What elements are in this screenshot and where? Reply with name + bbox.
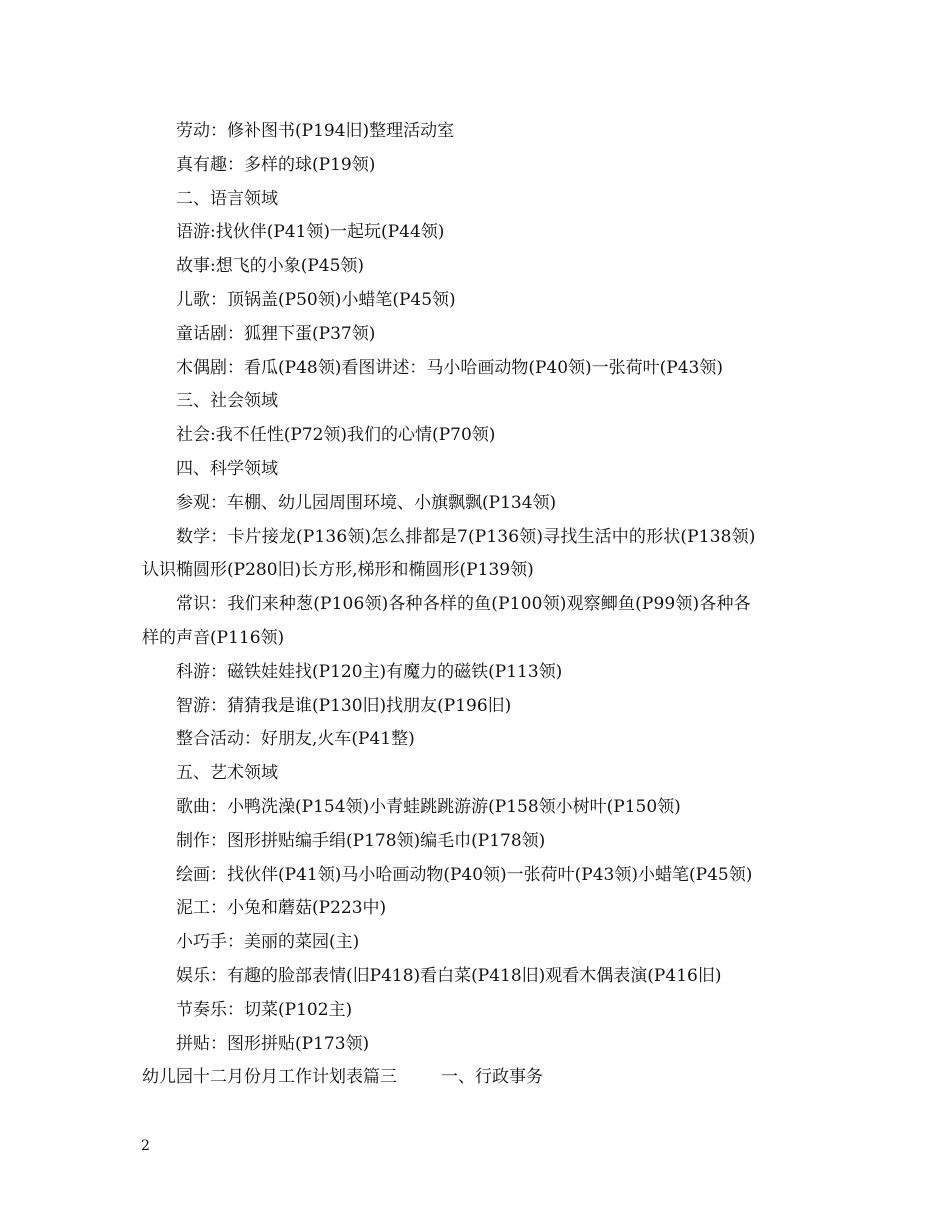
text-line: 泥工：小兔和蘑菇(P223中) (176, 898, 387, 919)
text-line: 娱乐：有趣的脸部表情(旧P418)看白菜(P418旧)观看木偶表演(P416旧) (176, 965, 722, 986)
section-heading: 二、语言领域 (176, 188, 278, 209)
text-line: 数学：卡片接龙(P136领)怎么排都是7(P136领)寻找生活中的形状(P138领) (176, 526, 756, 547)
text-line: 整合活动：好朋友,火车(P41整) (176, 729, 415, 750)
text-line: 拼贴：图形拼贴(P173领) (176, 1033, 370, 1054)
text-line: 智游：猜猜我是谁(P130旧)找朋友(P196旧) (176, 695, 512, 716)
text-line: 语游:找伙伴(P41领)一起玩(P44领) (176, 222, 445, 243)
section-heading: 五、艺术领域 (176, 763, 278, 784)
text-line: 节奏乐：切菜(P102主) (176, 999, 353, 1020)
text-line: 木偶剧：看瓜(P48领)看图讲述：马小哈画动物(P40领)一张荷叶(P43领) (176, 357, 724, 378)
section-heading: 四、科学领域 (176, 458, 278, 479)
text-line: 儿歌：顶锅盖(P50领)小蜡笔(P45领) (176, 289, 456, 310)
text-line-continuation: 认识椭圆形(P280旧)长方形,梯形和椭圆形(P139领) (142, 560, 534, 581)
text-line: 制作：图形拼贴编手绢(P178领)编毛巾(P178领) (176, 830, 546, 851)
text-line: 劳动：修补图书(P194旧)整理活动室 (176, 121, 455, 141)
text-line: 故事:想飞的小象(P45领) (176, 256, 365, 277)
text-line: 绘画：找伙伴(P41领)马小哈画动物(P40领)一张荷叶(P43领)小蜡笔(P45领) (176, 864, 753, 885)
text-line: 常识：我们来种葱(P106领)各种各样的鱼(P100领)观察鲫鱼(P99领)各种各 (176, 594, 751, 615)
section-heading: 三、社会领域 (176, 391, 278, 412)
document-title: 幼儿园十二月份月工作计划表篇三 (142, 1067, 397, 1088)
text-line: 社会:我不任性(P72领)我们的心情(P70领) (176, 425, 496, 446)
text-line: 参观：车棚、幼儿园周围环境、小旗飘飘(P134领) (176, 492, 557, 513)
text-line: 小巧手：美丽的菜园(主) (176, 932, 360, 953)
text-line-continuation: 样的声音(P116领) (142, 627, 285, 648)
text-line: 真有趣：多样的球(P19领) (176, 154, 376, 175)
document-heading (142, 1061, 822, 1095)
page-number: 2 (141, 1138, 150, 1154)
page-content (142, 115, 822, 1095)
text-line: 科游：磁铁娃娃找(P120主)有魔力的磁铁(P113领) (176, 661, 563, 682)
document-section: 一、行政事务 (441, 1067, 543, 1088)
text-line: 歌曲：小鸭洗澡(P154领)小青蛙跳跳游游(P158领小树叶(P150领) (176, 796, 681, 817)
text-line: 童话剧：狐狸下蛋(P37领) (176, 323, 376, 344)
